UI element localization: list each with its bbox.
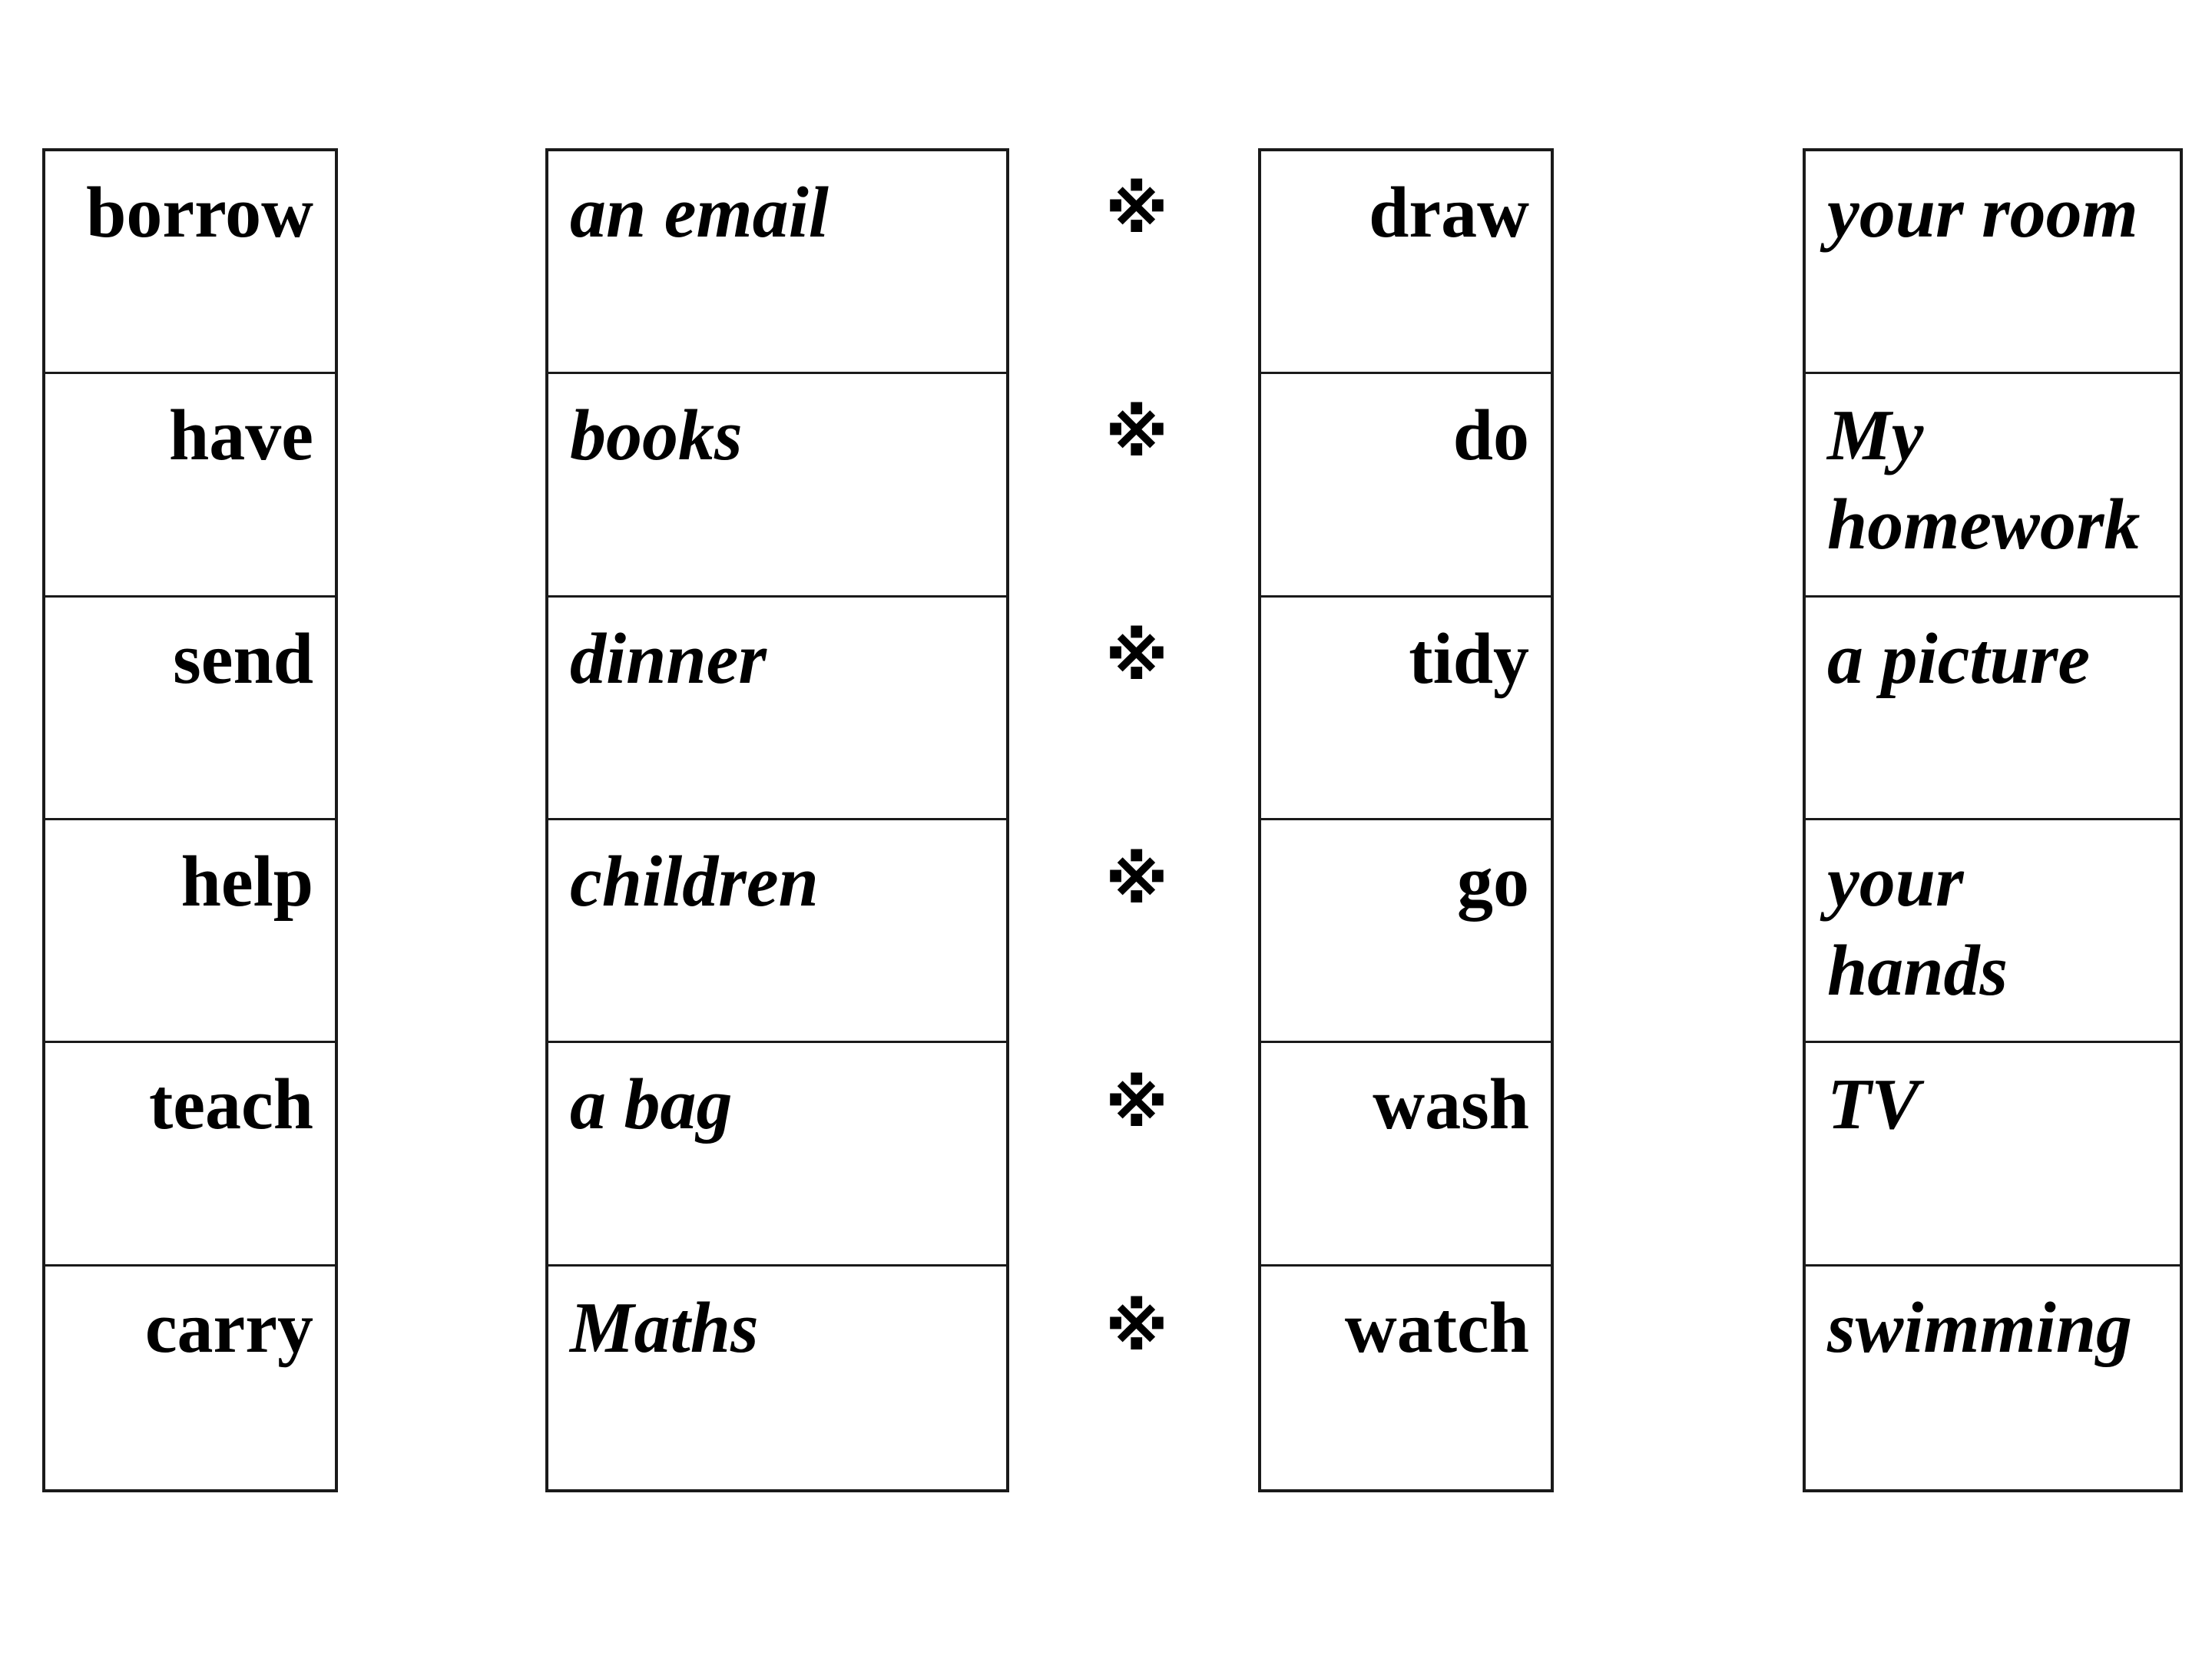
reference-mark-icon: ※ — [1105, 172, 1168, 247]
reference-mark-icon: ※ — [1105, 619, 1168, 694]
verb-card: wash — [1261, 1043, 1551, 1266]
noun-card: your hands — [1806, 820, 2180, 1043]
verb-card: carry — [144, 1287, 313, 1368]
verb-card: help — [45, 820, 335, 1043]
noun-column-left — [545, 148, 1009, 1492]
verb-card: watch — [1344, 1287, 1529, 1368]
verb-card: borrow — [45, 151, 335, 374]
noun-card: an email — [548, 151, 1006, 374]
noun-card: a bag — [548, 1043, 1006, 1266]
verb-card: go — [1261, 820, 1551, 1043]
noun-card: dinner — [548, 598, 1006, 820]
verb-column-right — [1258, 148, 1554, 1492]
verb-card: have — [45, 374, 335, 597]
noun-card: Maths — [570, 1287, 759, 1368]
noun-card: TV — [1806, 1043, 2180, 1266]
noun-card: books — [548, 374, 1006, 597]
verb-card: draw — [1261, 151, 1551, 374]
noun-card: children — [548, 820, 1006, 1043]
verb-card: do — [1261, 374, 1551, 597]
separator-marks — [1098, 148, 1175, 1492]
noun-column-right — [1803, 148, 2183, 1492]
verb-card: tidy — [1261, 598, 1551, 820]
verb-card: send — [45, 598, 335, 820]
reference-mark-icon: ※ — [1105, 396, 1168, 471]
noun-card: My homework — [1806, 374, 2180, 597]
verb-column-left — [42, 148, 338, 1492]
noun-card: swimming — [1827, 1287, 2133, 1368]
noun-card: your room — [1806, 151, 2180, 374]
noun-card: a picture — [1806, 598, 2180, 820]
verb-card: teach — [45, 1043, 335, 1266]
reference-mark-icon: ※ — [1105, 843, 1168, 918]
reference-mark-icon: ※ — [1105, 1066, 1168, 1141]
reference-mark-icon: ※ — [1105, 1290, 1168, 1365]
